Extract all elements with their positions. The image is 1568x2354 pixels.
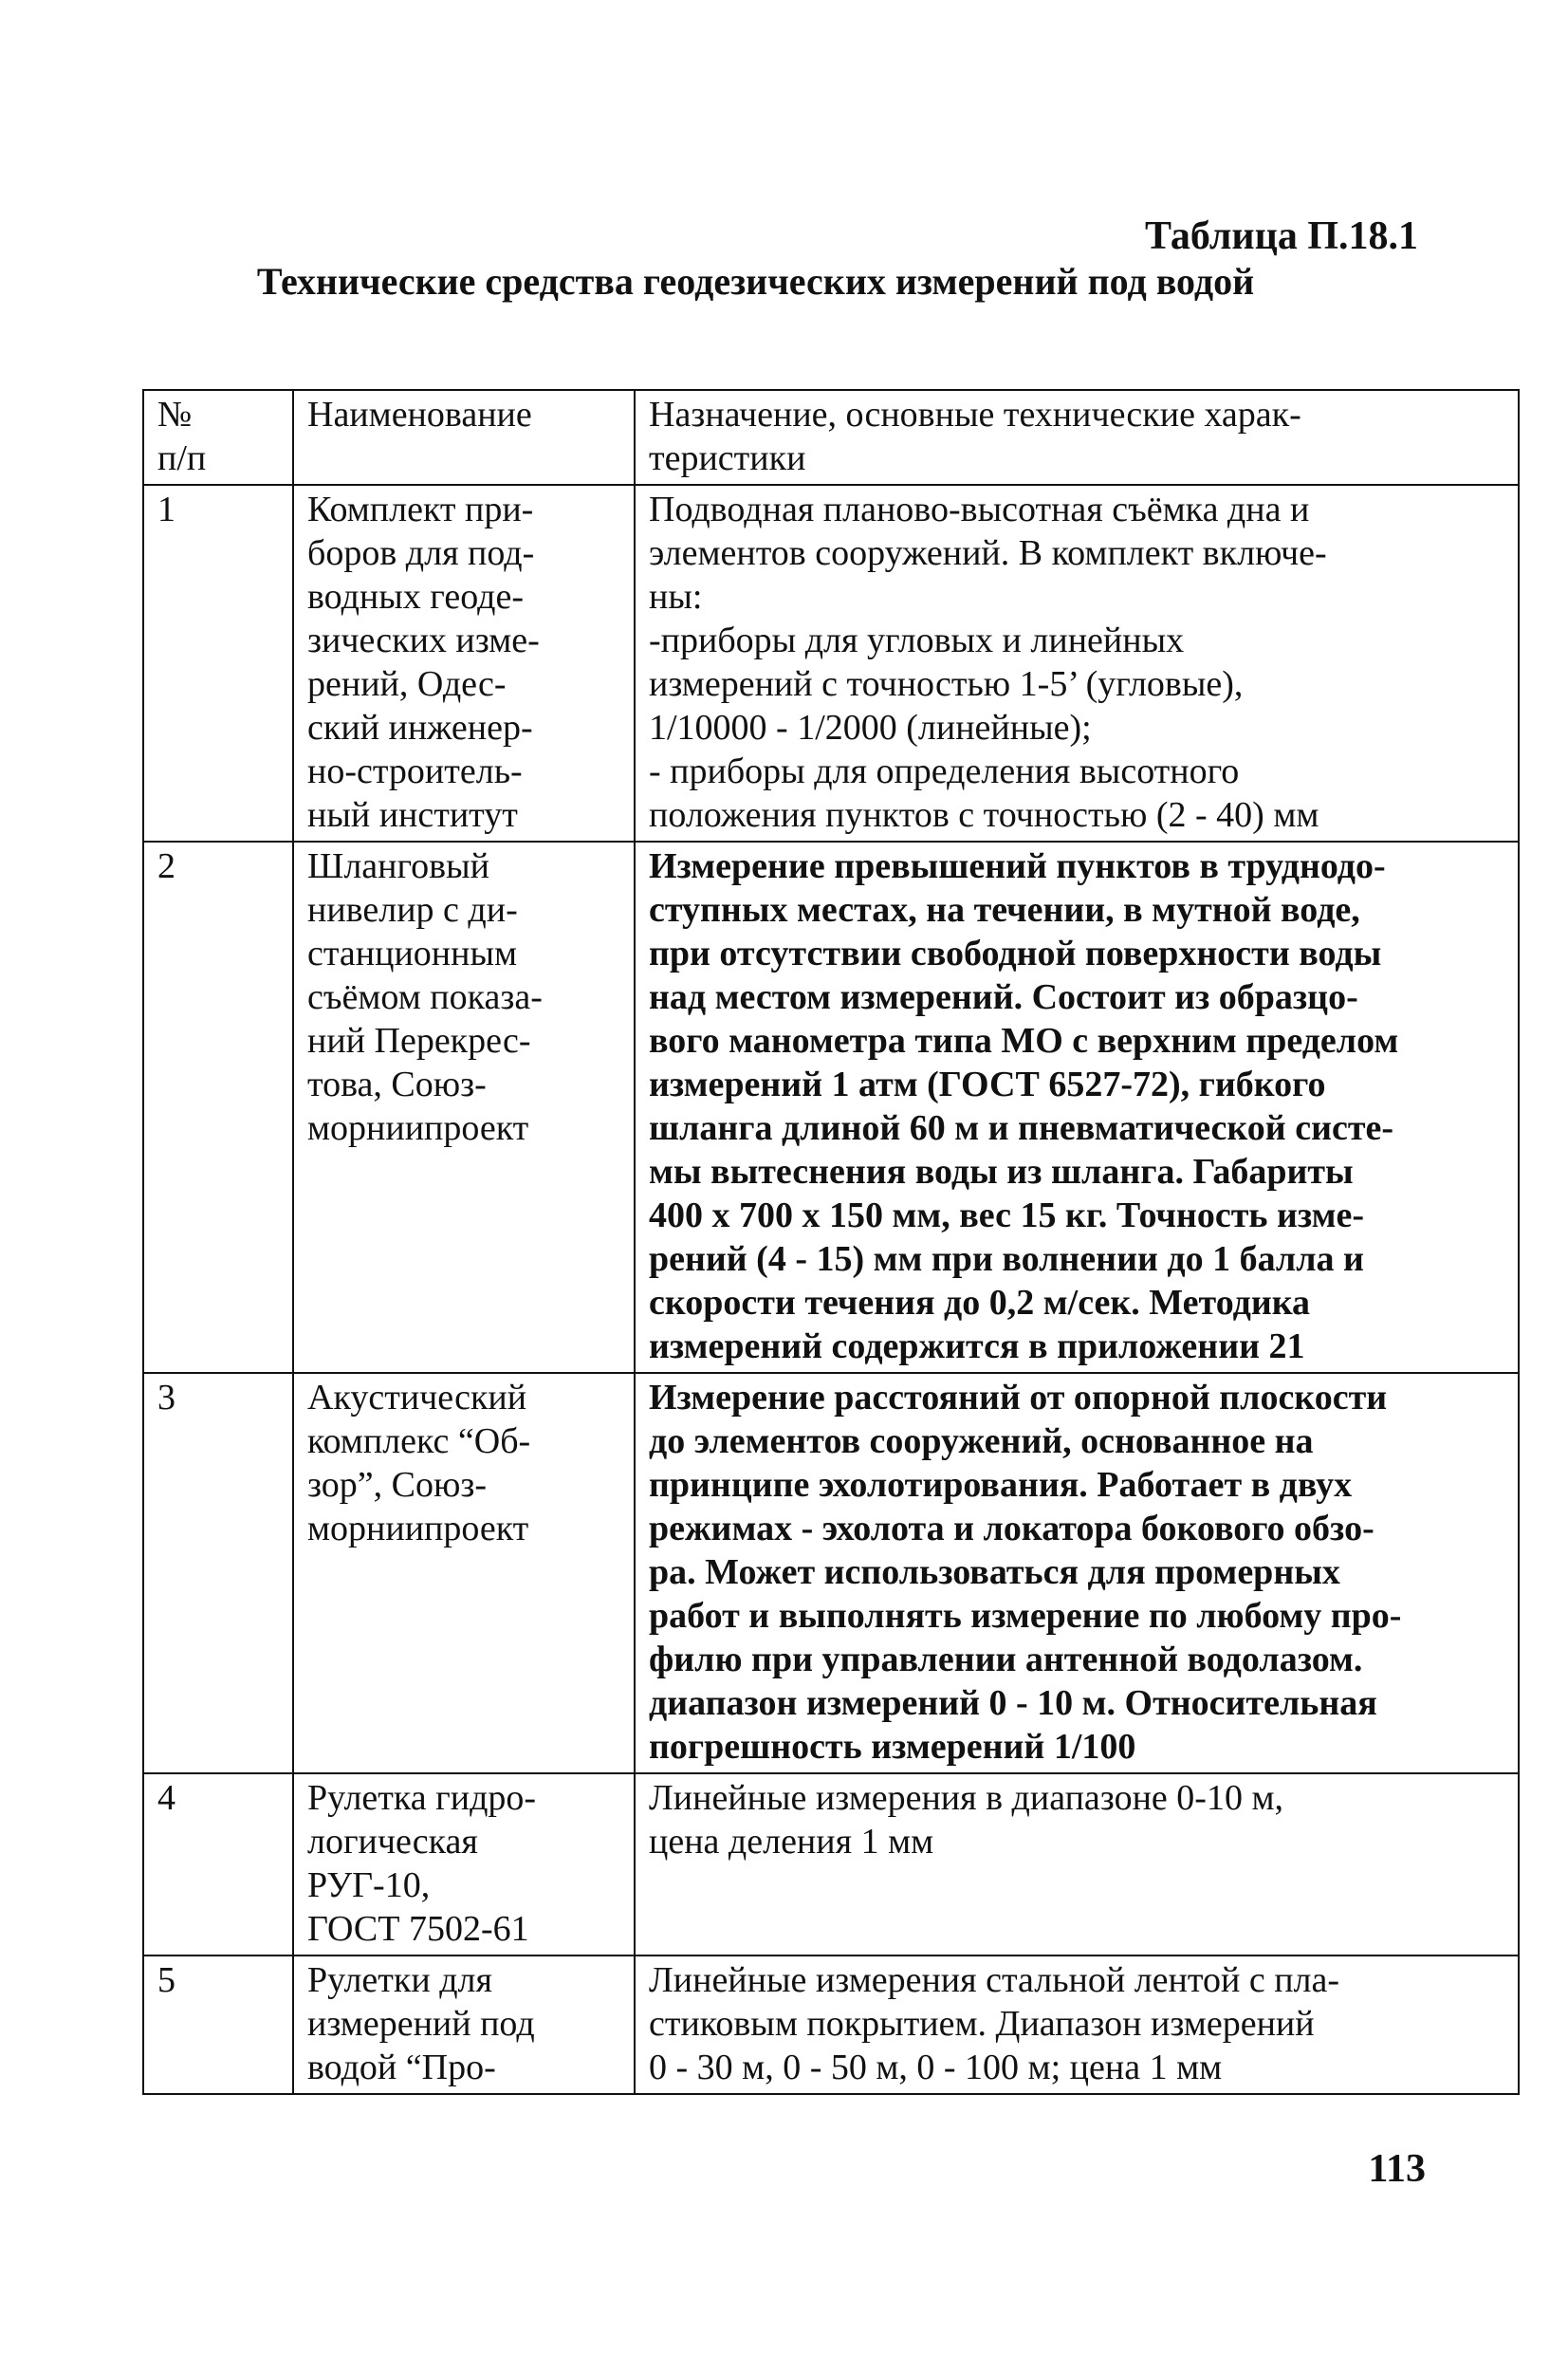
instrument-name-line: Рулетка гидро- xyxy=(307,1778,537,1818)
table-row xyxy=(143,1373,1519,1773)
instrument-name-line: ГОСТ 7502-61 xyxy=(307,1909,529,1949)
instrument-name-line: морниипроект xyxy=(307,1509,529,1548)
instrument-description-line: Подводная планово-высотная съёмка дна и xyxy=(649,490,1310,529)
instrument-description xyxy=(635,1773,1519,1955)
instrument-description-line: филю при управлении антенной водолазом. xyxy=(649,1640,1363,1679)
instrument-description-line: диапазон измерений 0 - 10 м. Относительная xyxy=(649,1683,1377,1723)
instrument-name-line: Рулетки для xyxy=(307,1960,492,2000)
table-row xyxy=(143,1955,1519,2094)
instrument-name xyxy=(293,1955,635,2094)
instrument-name-line: ский инженер- xyxy=(307,708,533,748)
page-number: 113 xyxy=(1368,2147,1426,2191)
instrument-name-line: това, Союз- xyxy=(307,1065,487,1104)
instrument-description-line: вого манометра типа МО с верхним пределом xyxy=(649,1021,1399,1061)
instrument-description-line: шланга длиной 60 м и пневматической систе- xyxy=(649,1108,1394,1148)
header-name: Наименование xyxy=(293,390,635,485)
instrument-description xyxy=(635,1373,1519,1773)
instrument-name-line: водных геоде- xyxy=(307,577,524,617)
instrument-name xyxy=(293,485,635,842)
instrument-description-line: Линейные измерения в диапазоне 0-10 м, xyxy=(649,1778,1283,1818)
instrument-name xyxy=(293,842,635,1373)
instrument-name-line: рений, Одес- xyxy=(307,664,507,704)
instrument-description xyxy=(635,485,1519,842)
instrument-description-line: 1/10000 - 1/2000 (линейные); xyxy=(649,708,1092,748)
instrument-name-line: нивелир с ди- xyxy=(307,890,518,930)
table-header-row xyxy=(143,390,1519,485)
instrument-description-line: ра. Может использоваться для промерных xyxy=(649,1552,1340,1592)
instrument-name-line: но-строитель- xyxy=(307,751,523,791)
instrument-description-line: при отсутствии свободной поверхности воды xyxy=(649,934,1382,973)
row-number: 2 xyxy=(143,842,293,1373)
instrument-description-line: рений (4 - 15) мм при волнении до 1 балла и xyxy=(649,1239,1364,1279)
instrument-description-line: над местом измерений. Состоит из образцо- xyxy=(649,977,1358,1017)
instrument-description-line: до элементов сооружений, основанное на xyxy=(649,1421,1314,1461)
instrument-description-line: скорости течения до 0,2 м/сек. Методика xyxy=(649,1283,1311,1323)
instrument-description-line: ны: xyxy=(649,577,703,617)
table-row xyxy=(143,842,1519,1373)
instrument-name-line: комплекс “Об- xyxy=(307,1421,531,1461)
instrument-name-line: ний Перекрес- xyxy=(307,1021,531,1061)
instrument-name-line: Акустический xyxy=(307,1378,527,1418)
row-number: 4 xyxy=(143,1773,293,1955)
instrument-name-line: зор”, Союз- xyxy=(307,1465,488,1505)
instrument-name-line: станционным xyxy=(307,934,518,973)
instrument-description-line: -приборы для угловых и линейных xyxy=(649,621,1185,660)
instrument-description-line: измерений 1 атм (ГОСТ 6527-72), гибкого xyxy=(649,1065,1326,1104)
instrument-description-line: измерений с точностью 1-5’ (угловые), xyxy=(649,664,1244,704)
instrument-description-line: работ и выполнять измерение по любому про- xyxy=(649,1596,1402,1636)
header-purpose: Назначение, основные технические харак- теристики xyxy=(635,390,1519,485)
row-number: 3 xyxy=(143,1373,293,1773)
instrument-description-line: стиковым покрытием. Диапазон измерений xyxy=(649,2004,1315,2044)
table-row xyxy=(143,485,1519,842)
instrument-description-line: погрешность измерений 1/100 xyxy=(649,1727,1136,1767)
instrument-description-line: Линейные измерения стальной лентой с пла- xyxy=(649,1960,1340,2000)
row-number: 1 xyxy=(143,485,293,842)
instrument-description-line: измерений содержится в приложении 21 xyxy=(649,1326,1305,1366)
table-row xyxy=(143,1773,1519,1955)
instrument-name xyxy=(293,1773,635,1955)
instrument-description-line: ступных местах, на течении, в мутной воде, xyxy=(649,890,1360,930)
instrument-name-line: съёмом показа- xyxy=(307,977,543,1017)
table-label: Таблица П.18.1 xyxy=(1144,214,1418,258)
instrument-name-line: Шланговый xyxy=(307,846,489,886)
instrument-name-line: ный институт xyxy=(307,795,518,835)
instrument-description-line: Измерение расстояний от опорной плоскости xyxy=(649,1378,1388,1418)
instrument-description-line: положения пунктов с точностью (2 - 40) мм xyxy=(649,795,1319,835)
instrument-name-line: РУГ-10, xyxy=(307,1865,431,1905)
instrument-description xyxy=(635,842,1519,1373)
instrument-description-line: мы вытеснения воды из шланга. Габариты xyxy=(649,1152,1354,1192)
instrument-description-line: принципе эхолотирования. Работает в двух xyxy=(649,1465,1353,1505)
instrument-description-line: - приборы для определения высотного xyxy=(649,751,1240,791)
instrument-name xyxy=(293,1373,635,1773)
instrument-description-line: 400 х 700 х 150 мм, вес 15 кг. Точность изме- xyxy=(649,1196,1364,1235)
instrument-name-line: измерений под xyxy=(307,2004,535,2044)
instrument-description-line: элементов сооружений. В комплект включе- xyxy=(649,533,1327,573)
instrument-name-line: водой “Про- xyxy=(307,2048,496,2087)
instrument-name-line: боров для под- xyxy=(307,533,535,573)
instrument-name-line: Комплект при- xyxy=(307,490,534,529)
row-number: 5 xyxy=(143,1955,293,2094)
instruments-table xyxy=(142,389,1520,2095)
instrument-description-line: цена деления 1 мм xyxy=(649,1822,934,1862)
instrument-description-line: режимах - эхолота и локатора бокового обзо- xyxy=(649,1509,1374,1548)
header-num: № п/п xyxy=(143,390,293,485)
instrument-description-line: Измерение превышений пунктов в труднодо- xyxy=(649,846,1386,886)
instrument-description-line: 0 - 30 м, 0 - 50 м, 0 - 100 м; цена 1 мм xyxy=(649,2048,1223,2087)
instrument-name-line: морниипроект xyxy=(307,1108,529,1148)
instrument-name-line: зических изме- xyxy=(307,621,540,660)
instrument-description xyxy=(635,1955,1519,2094)
instrument-name-line: логическая xyxy=(307,1822,478,1862)
table-title: Технические средства геодезических измерений под водой xyxy=(256,260,1255,303)
